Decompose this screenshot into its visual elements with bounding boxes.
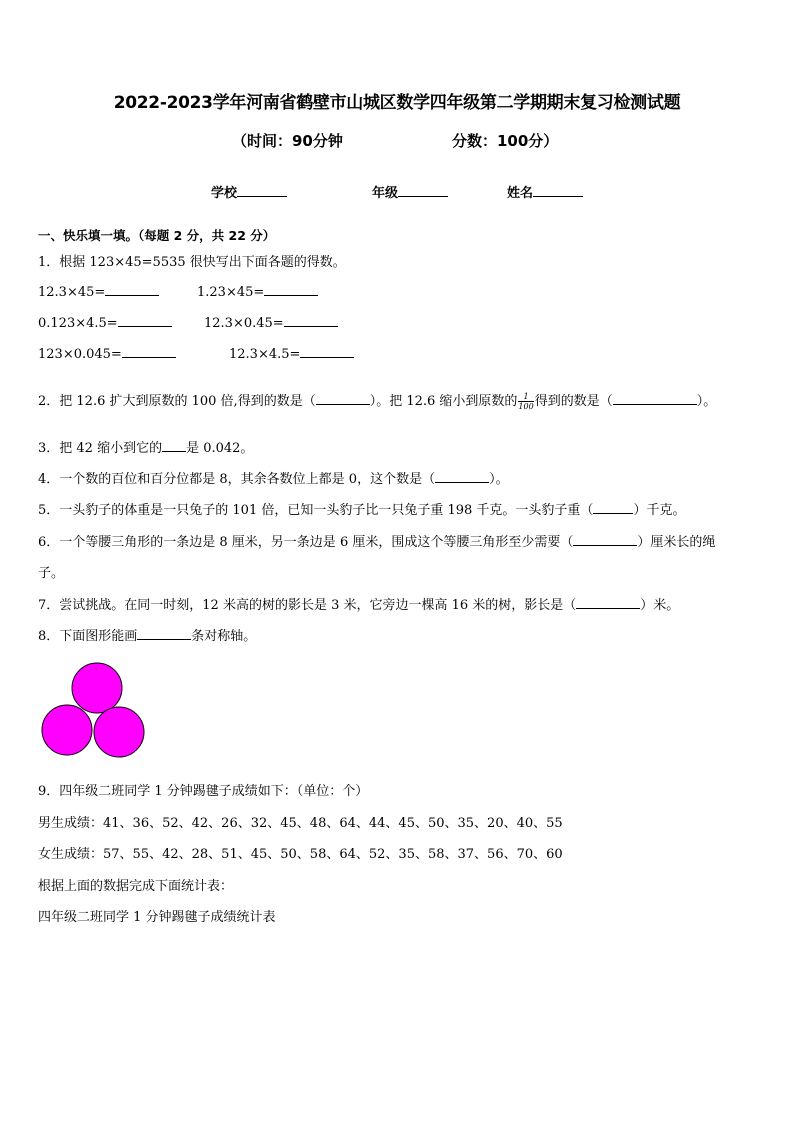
- fraction-1-100: $\frac{1}{100}$: [518, 392, 534, 411]
- answer-blank[interactable]: [576, 596, 640, 609]
- question-2: 2．把 12.6 扩大到原数的 100 倍,得到的数是（ ）。把 12.6 缩小到原数的 $\frac{1}{100}$ 得到的数是（ ）。: [38, 392, 717, 411]
- grade-blank[interactable]: [398, 184, 448, 197]
- question-9-text: 9．四年级二班同学 1 分钟踢毽子成绩如下：（单位：个）: [38, 784, 369, 799]
- answer-blank[interactable]: [435, 470, 489, 483]
- school-field[interactable]: [211, 182, 287, 201]
- right-circle: [94, 707, 144, 757]
- boys-scores: 男生成绩：41、36、52、42、26、32、45、48、64、44、45、50、35、20、40、55: [38, 816, 563, 831]
- page-title: 2022-2023学年河南省鹤壁市山城区数学四年级第二学期期末复习检测试题: [113, 93, 681, 113]
- school-label: 学校: [211, 186, 238, 201]
- q1-item-4: 12.3×0.45=: [204, 314, 338, 331]
- name-label: 姓名: [507, 186, 534, 201]
- answer-blank[interactable]: [162, 439, 186, 452]
- name-field[interactable]: [507, 182, 583, 201]
- girls-scores: 女生成绩：57、55、42、28、51、45、50、58、64、52、35、58、37、56、70、60: [38, 847, 563, 862]
- q1-item-3: 0.123×4.5=: [38, 314, 172, 331]
- answer-blank[interactable]: [264, 283, 318, 296]
- grade-field[interactable]: [372, 182, 448, 201]
- question-6: 6．一个等腰三角形的一条边是 8 厘米，另一条边是 6 厘米，围成这个等腰三角形至少需要（ ）厘米长的绳: [38, 535, 716, 550]
- question-5: 5．一头豹子的体重是一只兔子的 101 倍，已知一头豹子比一只兔子重 198 千克。一头豹子重（ ）千克。: [38, 503, 686, 518]
- question-4: 4．一个数的百位和百分位都是 8，其余各数位上都是 0，这个数是（ ）。: [38, 472, 509, 487]
- exam-score: 分数：100分）: [452, 132, 559, 150]
- answer-blank[interactable]: [593, 501, 633, 514]
- q1-item-2: 1.23×45=: [197, 283, 318, 300]
- question-6-cont: 子。: [38, 566, 65, 581]
- q1-item-1: 12.3×45=: [38, 283, 159, 300]
- answer-blank[interactable]: [284, 314, 338, 327]
- answer-blank[interactable]: [573, 533, 637, 546]
- top-circle: [72, 663, 122, 713]
- answer-blank[interactable]: [118, 314, 172, 327]
- exam-time: （时间：90分钟: [232, 132, 343, 150]
- answer-blank[interactable]: [300, 345, 354, 358]
- three-circles-figure: [40, 660, 148, 760]
- question-3: 3．把 42 缩小到它的 是 0.042。: [38, 441, 254, 456]
- question-7: 7．尝试挑战。在同一时刻，12 米高的树的影长是 3 米，它旁边一棵高 16 米的树，影长是（ ）米。: [38, 598, 680, 613]
- question-8: 8．下面图形能画 条对称轴。: [38, 629, 257, 644]
- answer-blank[interactable]: [122, 345, 176, 358]
- q1-item-6: 12.3×4.5=: [229, 345, 354, 362]
- instruction-text: 根据上面的数据完成下面统计表：: [38, 879, 234, 894]
- question-1-text: 1．根据 123×45=5535 很快写出下面各题的得数。: [38, 255, 346, 270]
- school-blank[interactable]: [237, 184, 287, 197]
- answer-blank[interactable]: [137, 627, 191, 640]
- left-circle: [42, 705, 92, 755]
- answer-blank[interactable]: [613, 392, 697, 405]
- q1-item-5: 123×0.045=: [38, 345, 176, 362]
- section-heading: 一、快乐填一填。（每题 2 分，共 22 分）: [38, 228, 276, 243]
- table-title: 四年级二班同学 1 分钟踢毽子成绩统计表: [38, 910, 276, 925]
- answer-blank[interactable]: [316, 392, 370, 405]
- grade-label: 年级: [372, 186, 399, 201]
- name-blank[interactable]: [533, 184, 583, 197]
- answer-blank[interactable]: [105, 283, 159, 296]
